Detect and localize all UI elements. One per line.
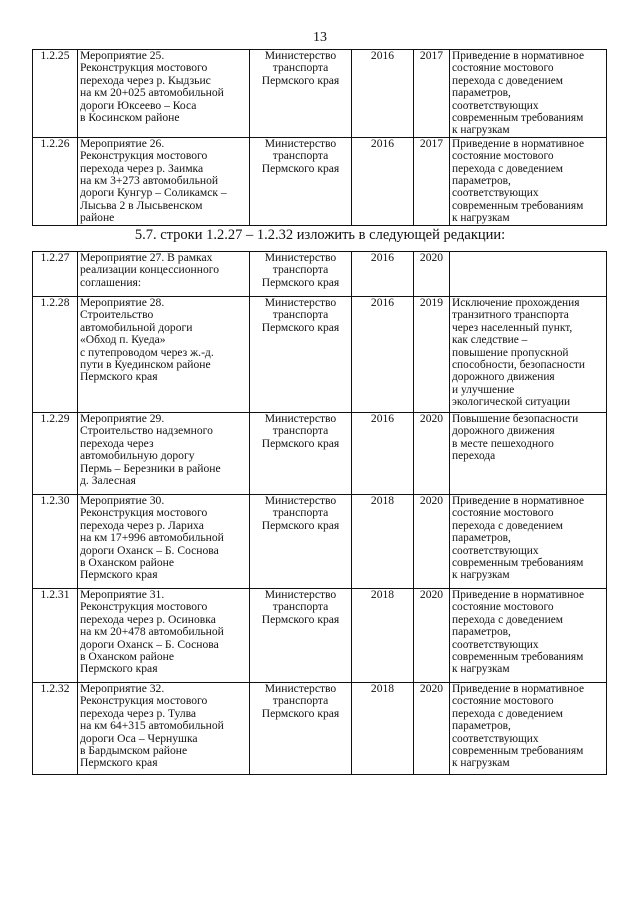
start-year-cell: 2016 [352, 252, 414, 297]
result-cell: Приведение в нормативное состояние мостового перехода с доведением параметров, соответствующих современным требованиям к нагрузкам [450, 683, 607, 775]
table-row [33, 252, 607, 297]
start-year-cell: 2018 [352, 495, 414, 589]
start-year-cell: 2016 [352, 137, 414, 225]
event-cell: Мероприятие 28. Строительство автомобильной дороги «Обход п. Куеда» с путепроводом через ж.-д. пути в Куединском районе Пермского края [78, 297, 250, 413]
end-year-cell: 2020 [414, 252, 450, 297]
row-number: 1.2.25 [33, 50, 78, 138]
organization-cell: Министерство транспорта Пермского края [250, 495, 352, 589]
result-cell: Приведение в нормативное состояние мостового перехода с доведением параметров, соответствующих современным требованиям к нагрузкам [450, 137, 607, 225]
table-row [33, 50, 607, 138]
event-cell: Мероприятие 31. Реконструкция мостового перехода через р. Осиновка на км 20+478 автомобильной дороги Оханск – Б. Соснова в Оханском районе Пермского края [78, 589, 250, 683]
organization-cell: Министерство транспорта Пермского края [250, 252, 352, 297]
row-number: 1.2.29 [33, 413, 78, 495]
end-year-cell: 2019 [414, 297, 450, 413]
table-top [32, 49, 607, 226]
table-row [33, 589, 607, 683]
row-number: 1.2.31 [33, 589, 78, 683]
organization-cell: Министерство транспорта Пермского края [250, 137, 352, 225]
organization-cell: Министерство транспорта Пермского края [250, 297, 352, 413]
event-cell: Мероприятие 29. Строительство надземного перехода через автомобильную дорогу Пермь – Березники в районе д. Залесная [78, 413, 250, 495]
end-year-cell: 2017 [414, 50, 450, 138]
end-year-cell: 2017 [414, 137, 450, 225]
row-number: 1.2.32 [33, 683, 78, 775]
result-cell: Приведение в нормативное состояние мостового перехода с доведением параметров, соответствующих современным требованиям к нагрузкам [450, 589, 607, 683]
page-number: 13 [313, 30, 327, 45]
event-cell: Мероприятие 27. В рамках реализации концессионного соглашения: [78, 252, 250, 297]
organization-cell: Министерство транспорта Пермского края [250, 413, 352, 495]
row-number: 1.2.27 [33, 252, 78, 297]
table-row [33, 413, 607, 495]
start-year-cell: 2016 [352, 413, 414, 495]
table-row [33, 683, 607, 775]
result-cell: Исключение прохождения транзитного транспорта через населенный пункт, как следствие – повышение пропускной способности, безопасности дорожного движения и улучшение экологической ситуации [450, 297, 607, 413]
organization-cell: Министерство транспорта Пермского края [250, 683, 352, 775]
row-number: 1.2.30 [33, 495, 78, 589]
table-row [33, 495, 607, 589]
end-year-cell: 2020 [414, 413, 450, 495]
result-cell: Повышение безопасности дорожного движения в месте пешеходного перехода [450, 413, 607, 495]
start-year-cell: 2016 [352, 297, 414, 413]
row-number: 1.2.26 [33, 137, 78, 225]
event-cell: Мероприятие 32. Реконструкция мостового перехода через р. Тулва на км 64+315 автомобильной дороги Оса – Чернушка в Бардымском районе Пермского края [78, 683, 250, 775]
start-year-cell: 2018 [352, 683, 414, 775]
table-row [33, 297, 607, 413]
result-cell [450, 252, 607, 297]
section-heading: 5.7. строки 1.2.27 – 1.2.32 изложить в следующей редакции: [134, 227, 506, 243]
result-cell: Приведение в нормативное состояние мостового перехода с доведением параметров, соответствующих современным требованиям к нагрузкам [450, 50, 607, 138]
table-row [33, 137, 607, 225]
end-year-cell: 2020 [414, 495, 450, 589]
start-year-cell: 2018 [352, 589, 414, 683]
end-year-cell: 2020 [414, 683, 450, 775]
event-cell: Мероприятие 25. Реконструкция мостового перехода через р. Кыдзьис на км 20+025 автомобильной дороги Юксеево – Коса в Косинском районе [78, 50, 250, 138]
start-year-cell: 2016 [352, 50, 414, 138]
event-cell: Мероприятие 26. Реконструкция мостового перехода через р. Заимка на км 3+273 автомобильной дороги Кунгур – Соликамск – Лысьва 2 в Лысьвенском районе [78, 137, 250, 225]
end-year-cell: 2020 [414, 589, 450, 683]
table-bottom [32, 251, 607, 775]
result-cell: Приведение в нормативное состояние мостового перехода с доведением параметров, соответствующих современным требованиям к нагрузкам [450, 495, 607, 589]
row-number: 1.2.28 [33, 297, 78, 413]
event-cell: Мероприятие 30. Реконструкция мостового перехода через р. Лариха на км 17+996 автомобильной дороги Оханск – Б. Соснова в Оханском районе Пермского края [78, 495, 250, 589]
organization-cell: Министерство транспорта Пермского края [250, 589, 352, 683]
organization-cell: Министерство транспорта Пермского края [250, 50, 352, 138]
